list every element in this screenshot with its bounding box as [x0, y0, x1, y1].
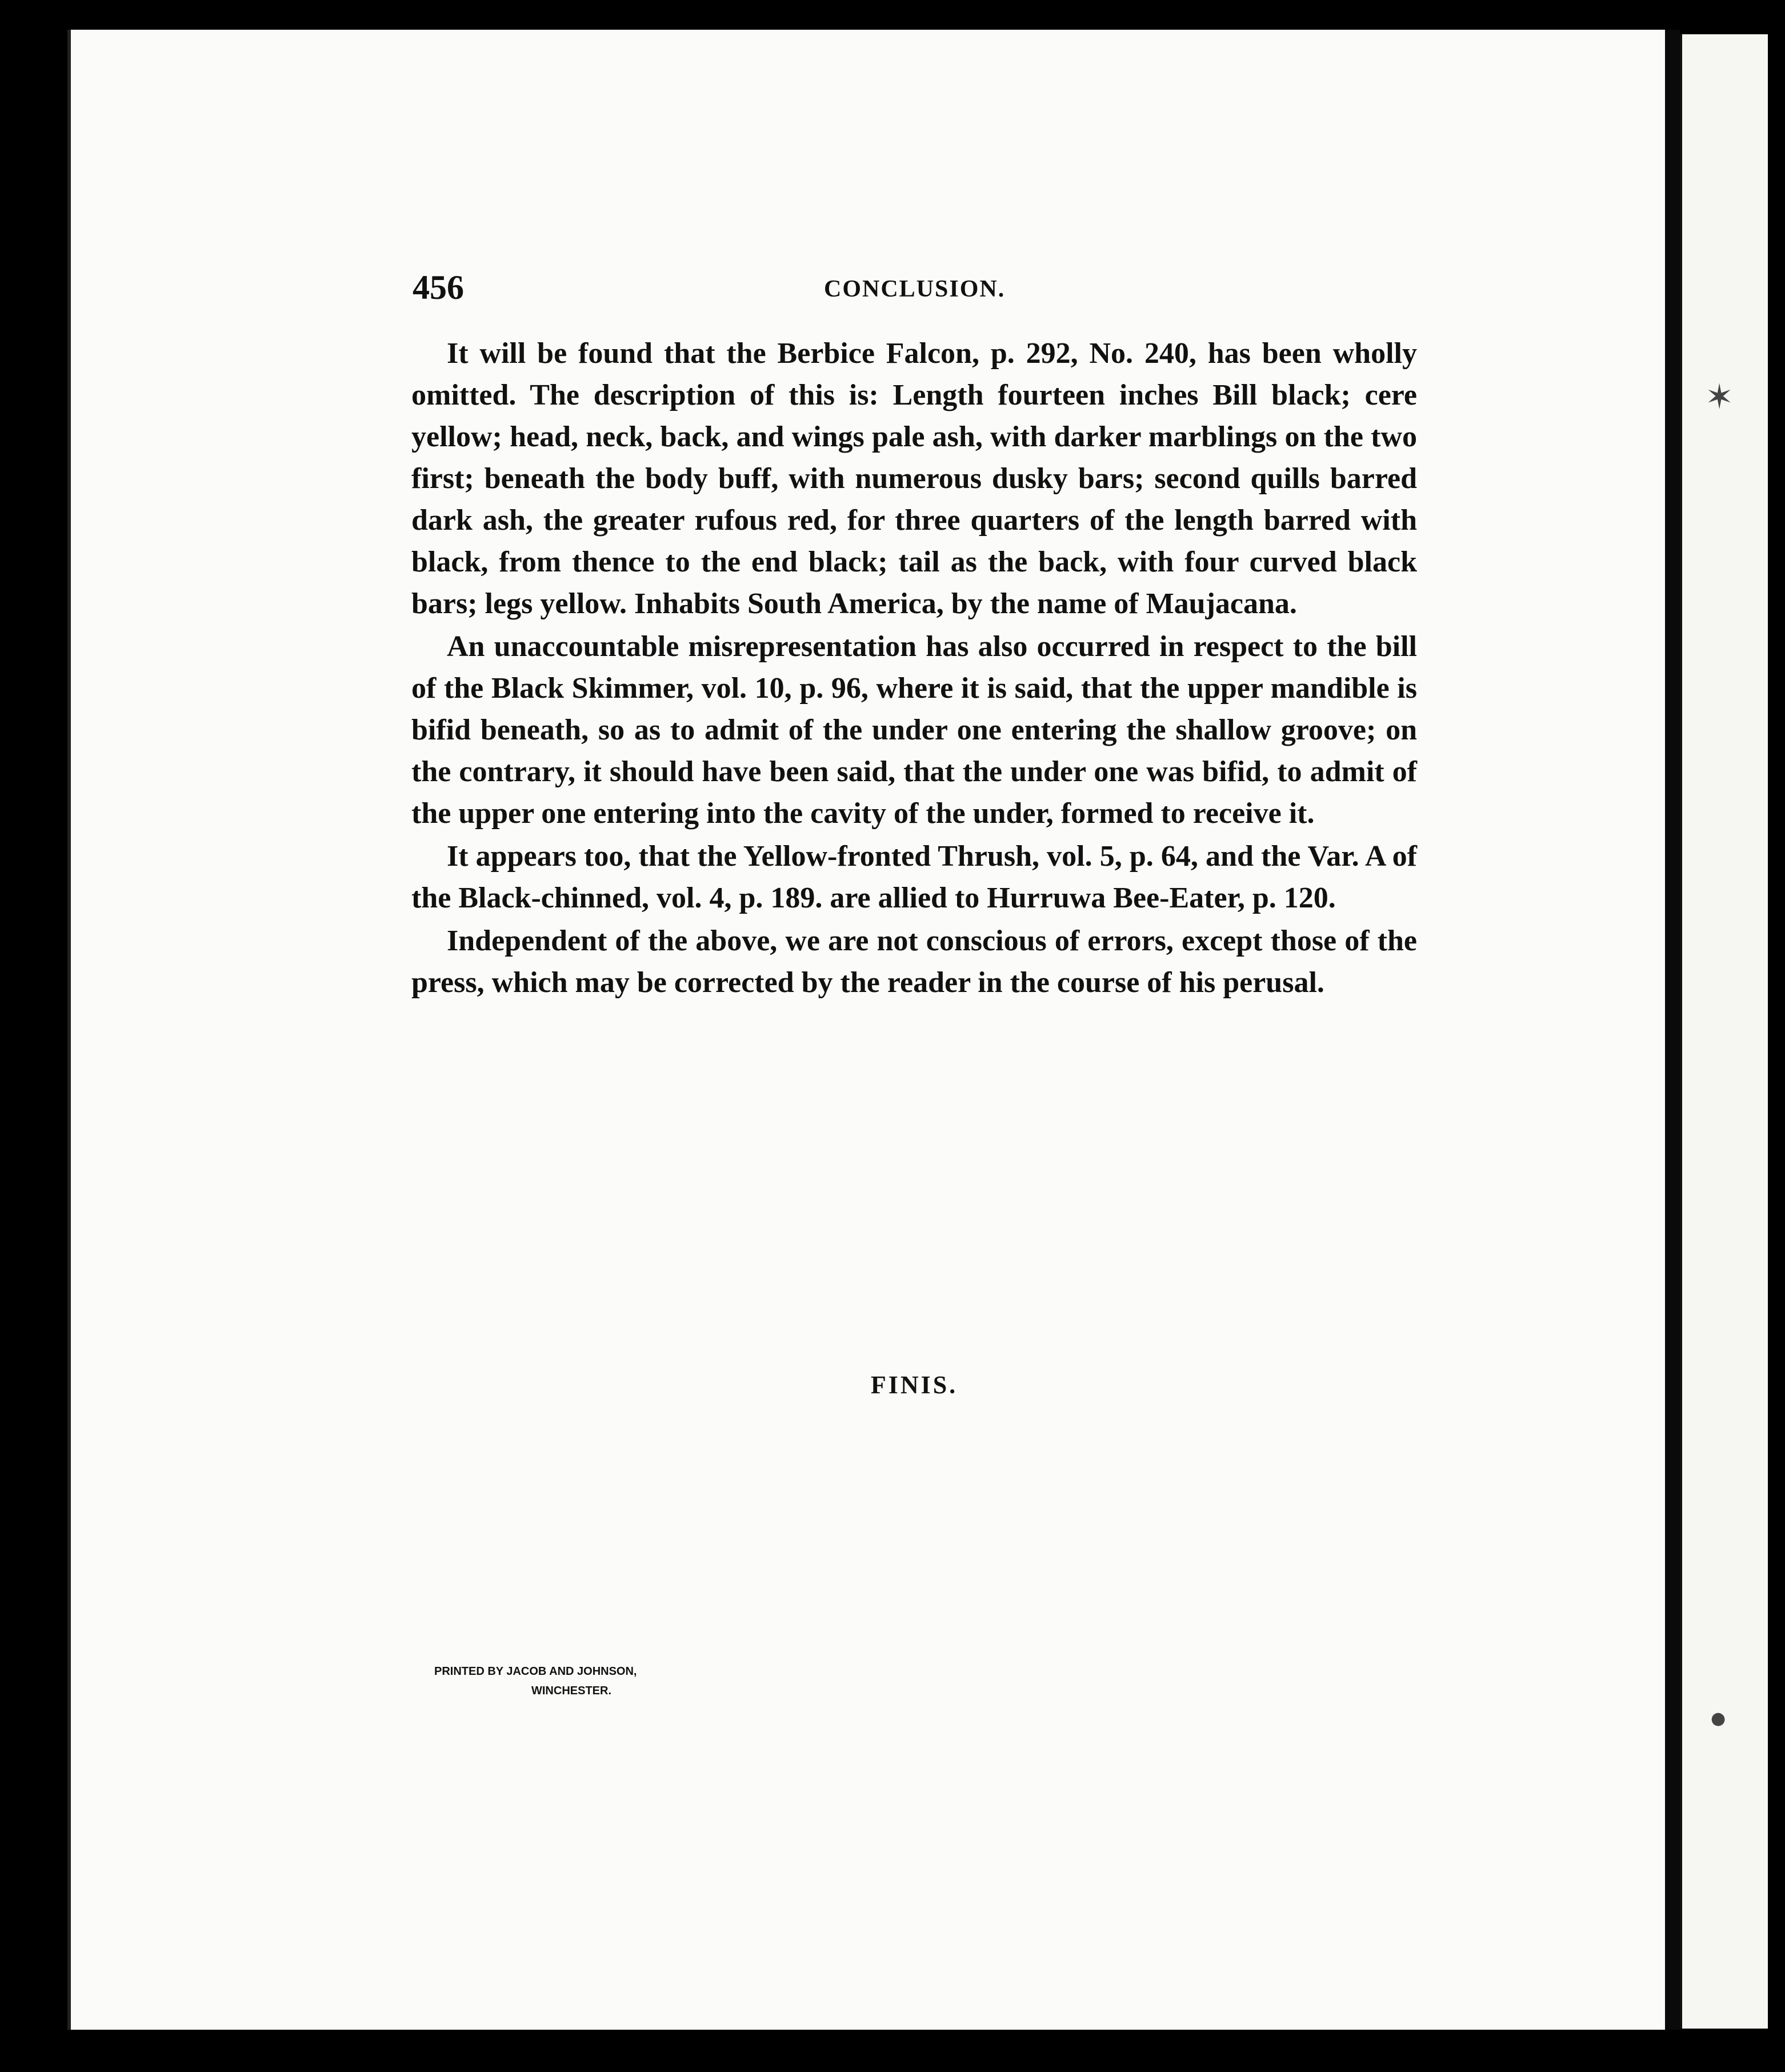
paragraph-yellow-fronted-thrush: It appears too, that the Yellow-fronted Thrush, vol. 5, p. 64, and the Var. A of the Black-chinned, vol. 4, p. 189. are allied to Hurruwa Bee-Eater, p. 120.	[411, 840, 1417, 914]
finis-label: FINIS.	[870, 1371, 958, 1399]
paragraph-black-skimmer: An unaccountable misrepresentation has also occurred in respect to the bill of the Black Skimmer, vol. 10, p. 96, where it is said, that the upper mandible is bifid beneath, so as to admit of the under one entering the shallow groove; on the contrary, it should have been said, that the under one was bifid, to admit of the upper one entering into the cavity of the under, formed to receive it.	[411, 630, 1417, 830]
running-head	[413, 267, 1418, 307]
paragraph-errors: Independent of the above, we are not conscious of errors, except those of the press, which may be corrected by the reader in the course of his perusal.	[411, 925, 1417, 999]
page-number: 456	[413, 269, 464, 306]
body-text	[411, 333, 1417, 1005]
section-title: CONCLUSION.	[824, 276, 1006, 302]
printer-imprint	[434, 1662, 834, 1701]
facing-page-mark: ✶	[1705, 377, 1734, 417]
paragraph-berbice-falcon: It will be found that the Berbice Falcon, p. 292, No. 240, has been wholly omitted. The description of this is: Length fourteen inches Bill black; cere yellow; head, neck, back, and wings pale ash, with darker marblings on the two first; beneath the body buff, with numerous dusky bars; second quills barred dark ash, the greater rufous red, for three quarters of the length barred with black, from thence to the end black; tail as the back, with four curved black bars; legs yellow. Inhabits South America, by the name of Maujacana.	[411, 337, 1417, 620]
book-page	[67, 30, 1665, 2030]
imprint-place: WINCHESTER.	[531, 1685, 611, 1697]
imprint-printer: PRINTED BY JACOB AND JOHNSON,	[434, 1665, 637, 1678]
facing-page-dot: ●	[1711, 1709, 1726, 1729]
facing-page-sliver	[1680, 34, 1768, 2029]
